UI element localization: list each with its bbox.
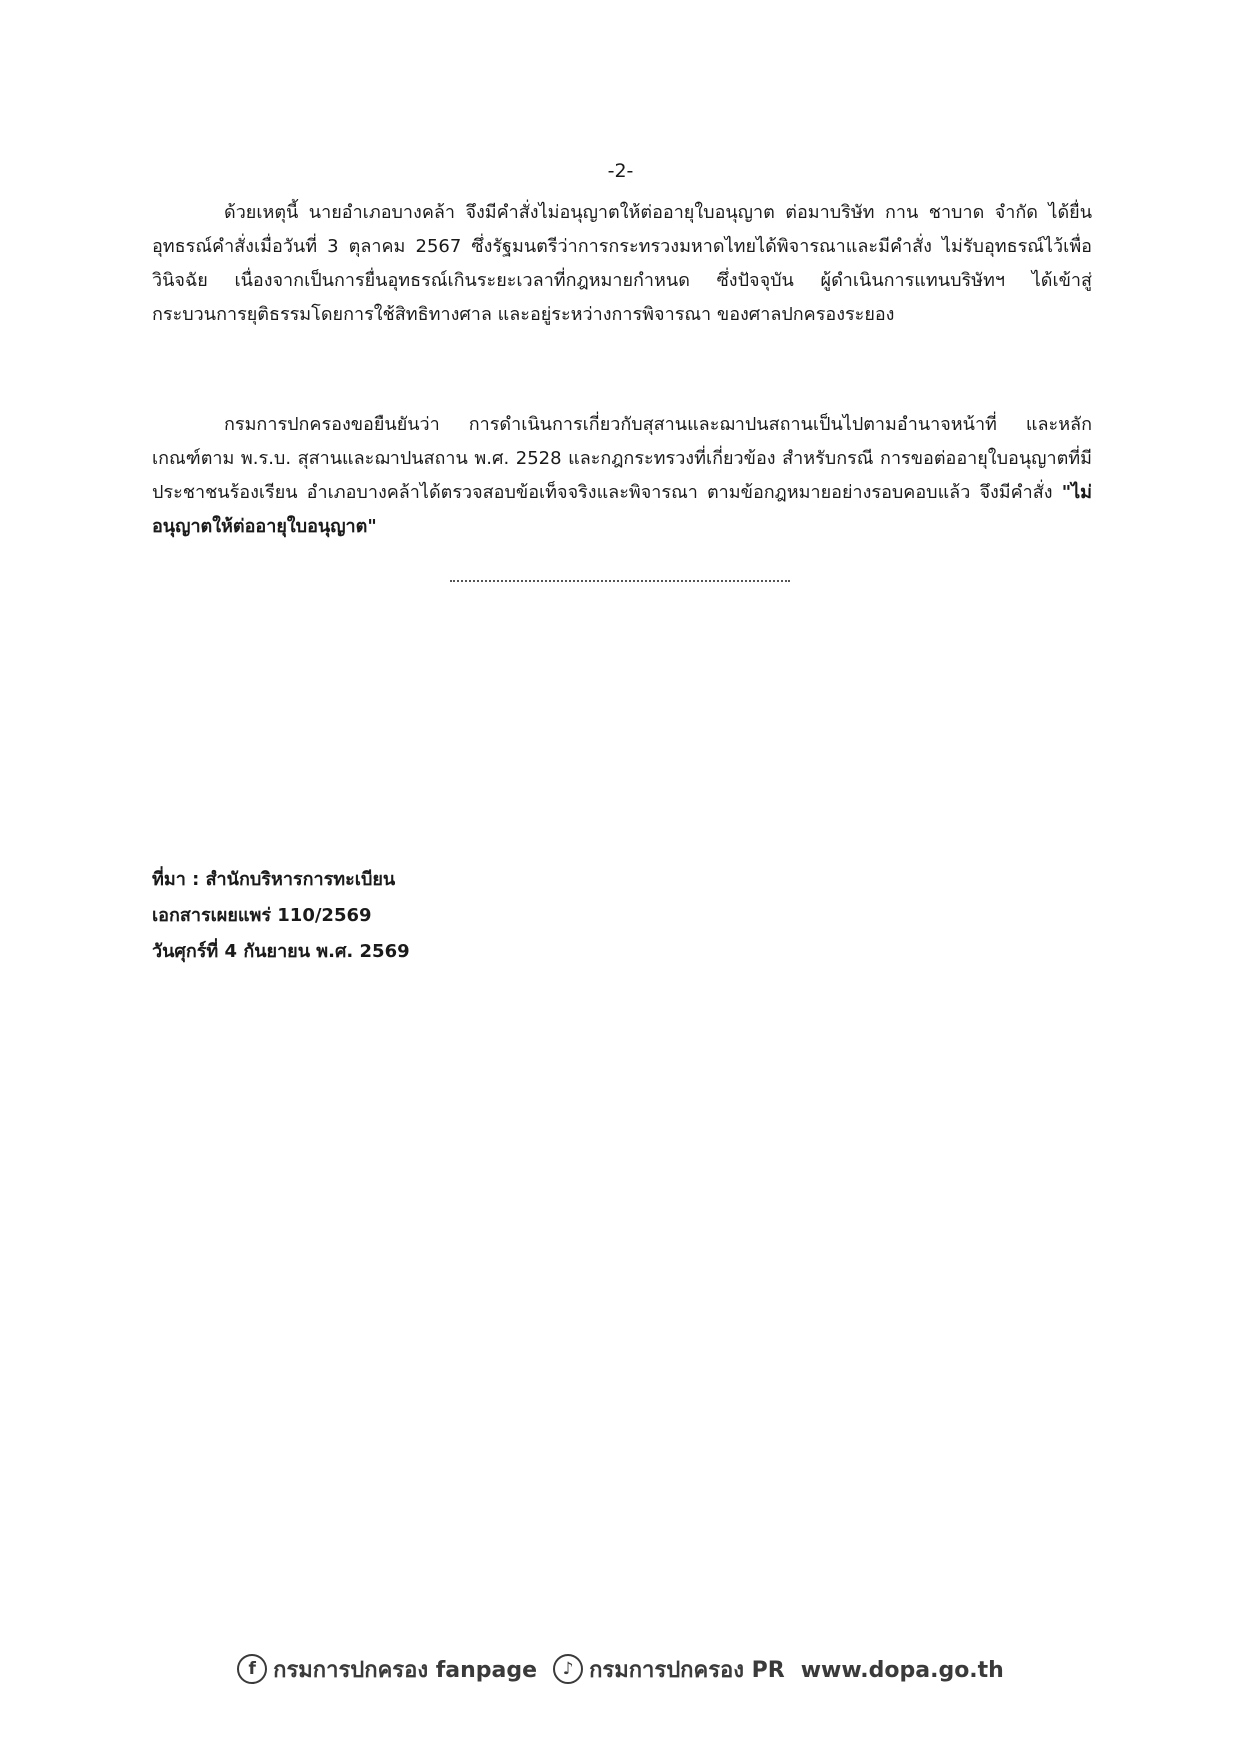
document-number: เอกสารเผยแพร่ 110/2569	[152, 905, 372, 926]
facebook-label: กรมการปกครอง fanpage	[273, 1658, 538, 1683]
source-block	[152, 862, 410, 970]
page-number: -2-	[607, 160, 634, 182]
paragraph-2-text: กรมการปกครองขอยืนยันว่า การดำเนินการเกี่ยวกับสุสานและฌาปนสถานเป็นไปตามอำนาจหน้าที่ และหลักเกณฑ์ตาม พ.ร.บ. สุสานและฌาปนสถาน พ.ศ. 2528 และกฎกระทรวงที่เกี่ยวข้อง สำหรับกรณี การขอต่ออายุใบอนุญาตที่มีประชาชนร้องเรียน อำเภอบางคล้าได้ตรวจสอบข้อเท็จจริงและพิจารณา ตามข้อกฎหมายอย่างรอบคอบแล้ว จึงมีคำสั่ง	[152, 414, 1092, 503]
tiktok-label: กรมการปกครอง PR	[589, 1658, 785, 1683]
dotted-separator	[450, 580, 790, 582]
paragraph-2	[152, 408, 1092, 544]
paragraph-1	[152, 196, 1092, 332]
publish-date: วันศุกร์ที่ 4 กันยายน พ.ศ. 2569	[152, 941, 410, 962]
source-line: ที่มา : สำนักบริหารการทะเบียน	[152, 869, 396, 890]
tiktok-icon: ♪	[553, 1654, 583, 1684]
paragraph-2-emphasis: "ไม่อนุญาตให้ต่ออายุใบอนุญาต"	[152, 482, 1092, 537]
facebook-icon: f	[237, 1654, 267, 1684]
paragraph-1-text: ด้วยเหตุนี้ นายอำเภอบางคล้า จึงมีคำสั่งไม่อนุญาตให้ต่ออายุใบอนุญาต ต่อมาบริษัท กาน ชาบาด จำกัด ได้ยื่นอุทธรณ์คำสั่งเมื่อวันที่ 3 ตุลาคม 2567 ซึ่งรัฐมนตรีว่าการกระทรวงมหาดไทยได้พิจารณาและมีคำสั่ง ไม่รับอุทธรณ์ไว้เพื่อวินิจฉัย เนื่องจากเป็นการยื่นอุทธรณ์เกินระยะเวลาที่กฎหมายกำหนด ซึ่งปัจจุบัน ผู้ดำเนินการแทนบริษัทฯ ได้เข้าสู่กระบวนการยุติธรรมโดยการใช้สิทธิทางศาล และอยู่ระหว่างการพิจารณา ของศาลปกครองระยอง	[152, 202, 1092, 325]
footer	[0, 1652, 1241, 1687]
website-link: www.dopa.go.th	[800, 1658, 1004, 1683]
